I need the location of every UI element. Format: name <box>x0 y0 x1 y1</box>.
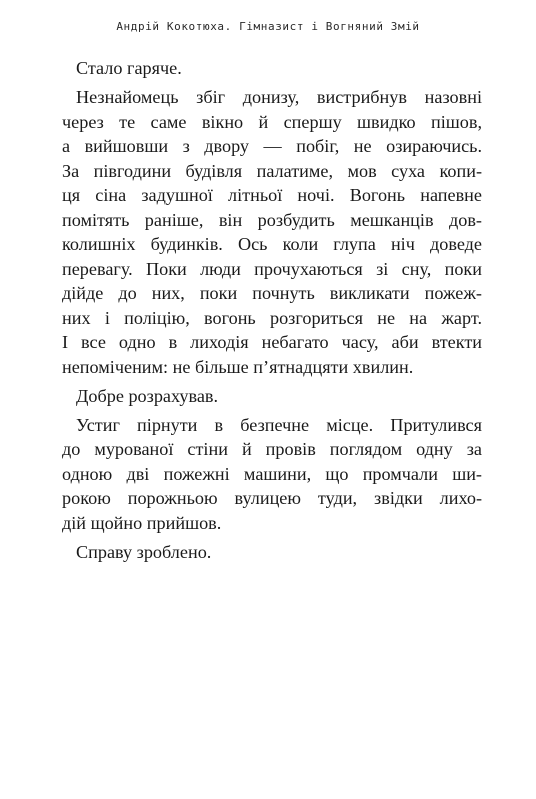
text-line: до мурованої стіни й провів поглядом одну за <box>62 439 482 459</box>
text-line: одною дві пожежні машини, що промчали ши- <box>62 463 482 484</box>
text-line: них і поліцію, вогонь розгориться не на жарт. <box>62 307 482 328</box>
text-line: ця сіна задушної літньої ночі. Вогонь напевне <box>62 185 482 205</box>
text-line: через те саме вікно й спершу швидко пішов, <box>62 111 482 132</box>
text-line: Незнайомець збіг донизу, вистрибнув назовні <box>76 87 482 107</box>
text-line: дійде до них, поки почнуть викликати пожеж- <box>62 283 482 303</box>
text-line: Справу зроблено. <box>76 541 212 562</box>
text-line: помітять раніше, він розбудить мешканців дов- <box>62 209 482 230</box>
text-line: колишніх будинків. Ось коли глупа ніч доведе <box>62 234 482 254</box>
paragraph <box>62 413 482 536</box>
text-line: І все одно в лиходія небагато часу, аби втекти <box>62 332 482 352</box>
text-line: перевагу. Поки люди прочухаються зі сну, поки <box>62 258 482 279</box>
text-line: Устиг пірнути в безпечне місце. Притулився <box>76 414 482 435</box>
body-text <box>62 56 482 569</box>
text-line: Стало гаряче. <box>76 58 182 78</box>
paragraph <box>62 85 482 379</box>
text-line: а вийшовши з двору — побіг, не озираючись. <box>62 136 482 156</box>
text-line: Добре розрахував. <box>76 385 219 406</box>
paragraph <box>62 56 482 81</box>
text-line: За півгодини будівля палатиме, мов суха копи- <box>62 160 482 181</box>
running-head: Андрій Кокотюха. Гімназист і Вогняний Змій <box>116 20 420 33</box>
text-line: рокою порожньою вулицею туди, звідки лихо- <box>62 488 482 508</box>
paragraph <box>62 384 482 409</box>
paragraph <box>62 540 482 565</box>
text-line: дій щойно прийшов. <box>62 512 222 533</box>
text-line: непоміченим: не більше п’ятнадцяти хвилин. <box>62 356 414 377</box>
